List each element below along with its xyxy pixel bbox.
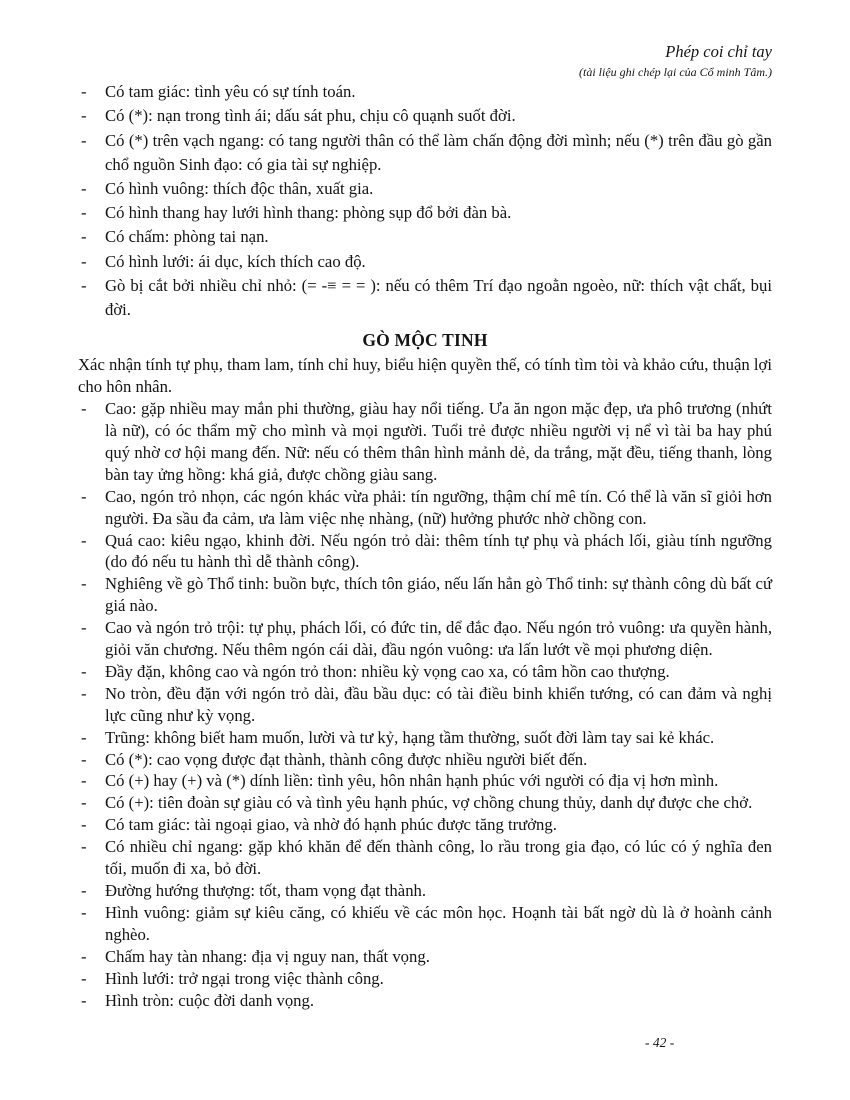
list-item bbox=[78, 792, 772, 814]
list-item bbox=[78, 683, 772, 727]
bullet-dash: - bbox=[81, 771, 87, 791]
list-item bbox=[78, 486, 772, 530]
list-item bbox=[78, 661, 772, 683]
bullet-dash: - bbox=[81, 106, 87, 126]
bullet-dash: - bbox=[81, 793, 87, 813]
bullet-dash: - bbox=[81, 574, 87, 594]
list-item-text: Quá cao: kiêu ngạo, khinh đời. Nếu ngón trỏ dài: thêm tính tự phụ và phách lối, giàu tính ngưỡng (do đó nếu tu hành thì dễ thành công). bbox=[105, 530, 772, 572]
top-bullet-list bbox=[78, 80, 772, 322]
moc-tinh-bullet-list bbox=[78, 398, 772, 1011]
list-item bbox=[78, 749, 772, 771]
list-item-text: Có hình vuông: thích độc thân, xuất gia. bbox=[105, 179, 374, 199]
list-item-text: Hình vuông: giảm sự kiêu căng, có khiếu về các môn học. Hoạnh tài bất ngờ dù là ở hoành cảnh nghèo. bbox=[105, 902, 772, 944]
bullet-dash: - bbox=[81, 618, 87, 638]
bullet-dash: - bbox=[81, 749, 87, 769]
list-item-text: Đường hướng thượng: tốt, tham vọng đạt thành. bbox=[105, 881, 427, 900]
list-item bbox=[78, 968, 772, 990]
header-title: Phép coi chỉ tay bbox=[665, 42, 772, 61]
list-item-text: Có hình thang hay lưới hình thang: phòng sụp đổ bởi đàn bà. bbox=[105, 203, 512, 223]
bullet-dash: - bbox=[81, 990, 87, 1010]
list-item-text: Cao: gặp nhiều may mắn phi thường, giàu hay nổi tiếng. Ưa ăn ngon mặc đẹp, ưa phô trương (nhứt là nữ), có óc thẩm mỹ cho mình và mọi người. Tuổi trẻ được nhiều người vị nể vì tài ba hay phú quý nhờ cơ hội mang đến. Nữ: nếu có thêm thân hình mảnh dẻ, da trắng, mặt đều, tiếng thanh, lòng bàn tay ửng hồng: khá giả, được chồng giàu sang. bbox=[105, 399, 772, 484]
list-item bbox=[78, 902, 772, 946]
list-item-text: Đầy đặn, không cao và ngón trỏ thon: nhiều kỳ vọng cao xa, có tâm hồn cao thượng. bbox=[105, 661, 670, 681]
list-item-text: Có (*) trên vạch ngang: có tang người thân có thể làm chấn động đời mình; nếu (*) trên đầu gò gần chổ nguồn Sinh đạo: có gia tài sự nghiệp. bbox=[105, 130, 772, 174]
bullet-dash: - bbox=[81, 968, 87, 988]
list-item bbox=[78, 727, 772, 749]
bullet-dash: - bbox=[81, 946, 87, 966]
list-item-text: Có (+): tiên đoàn sự giàu có và tình yêu hạnh phúc, vợ chồng chung thủy, danh dự được che chở. bbox=[105, 793, 753, 813]
list-item-text: Cao và ngón trỏ trội: tự phụ, phách lối, có đức tin, dể đắc đạo. Nếu ngón trỏ vuông: ưa quyền hành, giỏi văn chương. Nếu thêm ngón cái dài, đầu ngón vuông: ưa lấn lướt về mọi phương diện. bbox=[105, 618, 772, 660]
list-item bbox=[78, 617, 772, 661]
list-item-text: Hình lưới: trở ngại trong việc thành công. bbox=[105, 968, 384, 988]
list-item-text: Cao, ngón trỏ nhọn, các ngón khác vừa phải: tín ngưỡng, thậm chí mê tín. Có thể là văn sĩ giỏi hơn người. Đa sầu đa cảm, ưa làm việc nhẹ nhàng, (nữ) hưởng phước nhờ chồng con. bbox=[105, 486, 772, 528]
list-item-text: Có tam giác: tài ngoại giao, và nhờ đó hạnh phúc được tăng trưởng. bbox=[105, 815, 557, 835]
header-subtitle: (tài liệu ghi chép lại của Cổ minh Tâm.) bbox=[579, 64, 772, 79]
list-item-text: Hình tròn: cuộc đời danh vọng. bbox=[105, 990, 315, 1010]
bullet-dash: - bbox=[81, 399, 87, 419]
list-item bbox=[78, 836, 772, 880]
bullet-dash: - bbox=[81, 683, 87, 703]
list-item-text: No tròn, đều đặn với ngón trỏ dài, đầu bầu dục: có tài điều binh khiển tướng, có can đảm và nghị lực cũng như kỳ vọng. bbox=[105, 683, 772, 725]
list-item bbox=[78, 814, 772, 836]
page-number: - 42 - bbox=[645, 1035, 675, 1050]
bullet-dash: - bbox=[81, 837, 87, 857]
bullet-dash: - bbox=[81, 881, 87, 900]
list-item bbox=[78, 274, 772, 322]
bullet-dash: - bbox=[81, 275, 87, 295]
list-item bbox=[78, 177, 772, 201]
page-header bbox=[78, 42, 772, 80]
bullet-dash: - bbox=[81, 227, 87, 247]
bullet-dash: - bbox=[81, 902, 87, 922]
list-item bbox=[78, 201, 772, 225]
section-heading: GÒ MỘC TINH bbox=[362, 330, 488, 351]
list-item bbox=[78, 225, 772, 249]
bullet-dash: - bbox=[81, 179, 87, 199]
list-item-text: Có hình lưới: ái dục, kích thích cao độ. bbox=[105, 251, 366, 271]
list-item bbox=[78, 880, 772, 902]
list-item-text: Có (*): nạn trong tình ái; dấu sát phu, chịu cô quạnh suốt đời. bbox=[105, 106, 516, 126]
bullet-dash: - bbox=[81, 486, 87, 506]
list-item-text: Chấm hay tàn nhang: địa vị nguy nan, thất vọng. bbox=[105, 946, 430, 966]
bullet-dash: - bbox=[81, 130, 87, 150]
list-item bbox=[78, 573, 772, 617]
list-item bbox=[78, 250, 772, 274]
bullet-dash: - bbox=[81, 82, 87, 102]
list-item-text: Có nhiều chỉ ngang: gặp khó khăn để đến thành công, lo rầu trong gia đạo, có lúc có ý nghĩa đen tối, muốn đi xa, bỏ đời. bbox=[105, 837, 772, 879]
bullet-dash: - bbox=[81, 727, 87, 747]
bullet-dash: - bbox=[81, 203, 87, 223]
list-item-text: Nghiêng về gò Thổ tinh: buồn bực, thích tôn giáo, nếu lấn hẳn gò Thổ tinh: sự thành công dù bất cứ giá nào. bbox=[105, 574, 772, 616]
list-item bbox=[78, 530, 772, 574]
list-item bbox=[78, 770, 772, 792]
list-item-text: Có (+) hay (+) và (*) dính liền: tình yêu, hôn nhân hạnh phúc với người có địa vị hơn mình. bbox=[105, 771, 719, 791]
list-item bbox=[78, 80, 772, 104]
list-item bbox=[78, 398, 772, 486]
bullet-dash: - bbox=[81, 530, 87, 550]
list-item bbox=[78, 990, 772, 1012]
list-item-text: Gò bị cắt bởi nhiều chỉ nhỏ: (= -≡ = = ): nếu có thêm Trí đạo ngoằn ngoèo, nữ: thích vật chất, bụi đời. bbox=[105, 275, 772, 320]
section-intro: Xác nhận tính tự phụ, tham lam, tính chỉ huy, biểu hiện quyền thế, có tính tìm tòi và khảo cứu, thuận lợi cho hôn nhân. bbox=[78, 355, 772, 397]
list-item-text: Trũng: không biết ham muốn, lười và tư kỷ, hạng tầm thường, suốt đời làm tay sai kẻ khác. bbox=[105, 727, 715, 747]
list-item bbox=[78, 129, 772, 177]
list-item bbox=[78, 946, 772, 968]
list-item-text: Có chấm: phòng tai nạn. bbox=[105, 227, 269, 247]
bullet-dash: - bbox=[81, 661, 87, 681]
list-item-text: Có tam giác: tình yêu có sự tính toán. bbox=[105, 82, 356, 102]
bullet-dash: - bbox=[81, 815, 87, 835]
list-item bbox=[78, 104, 772, 128]
bullet-dash: - bbox=[81, 251, 87, 271]
list-item-text: Có (*): cao vọng được đạt thành, thành công được nhiều người biết đến. bbox=[105, 749, 588, 769]
